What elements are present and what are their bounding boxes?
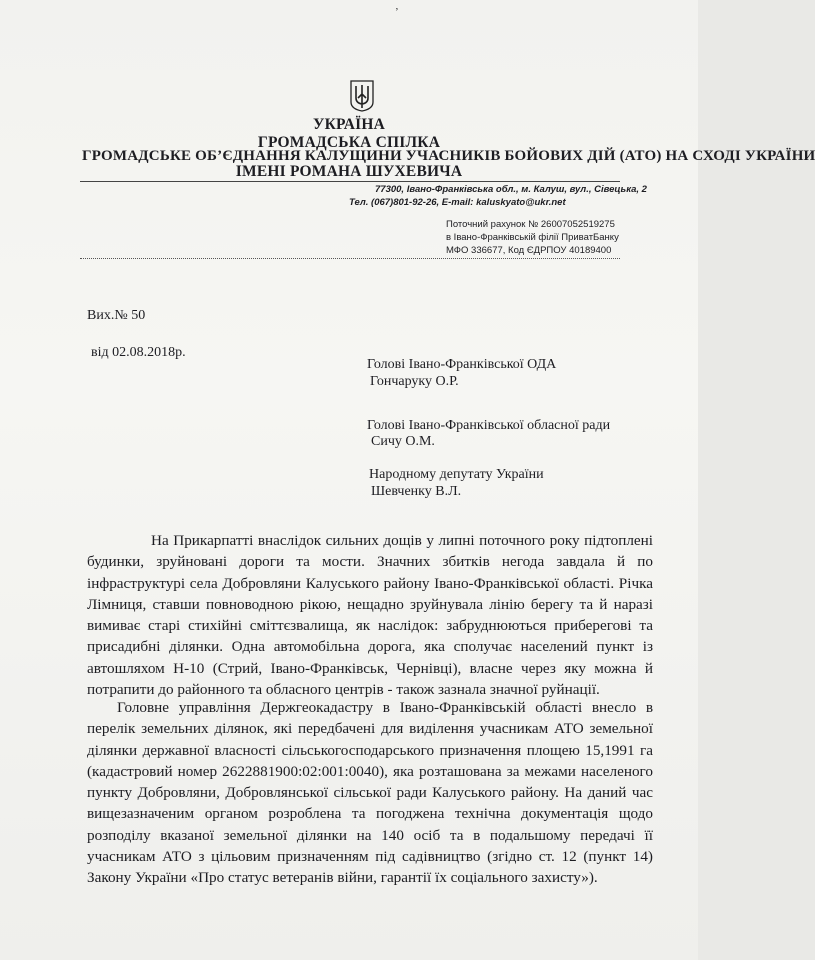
recipient-2-name: Сичу О.М. (371, 434, 435, 449)
recipient-1-name: Гончаруку О.Р. (370, 374, 459, 389)
recipient-3-title: Народному депутату України (369, 467, 544, 482)
header-divider (80, 181, 620, 182)
pen-mark: ʼ (395, 6, 399, 18)
header-country: УКРАЇНА (313, 116, 385, 133)
address-line: 77300, Івано-Франківська обл., м. Калуш, вул., Сівецька, 2 (375, 184, 647, 195)
header-organization: ГРОМАДСЬКЕ ОБ’ЄДНАННЯ КАЛУЩИНИ УЧАСНИКІВ БОЙОВИХ ДІЙ (АТО) НА СХОДІ УКРАЇНИ (82, 148, 815, 164)
bank-divider (80, 258, 620, 259)
bank-account: Поточний рахунок № 26007052519275 (446, 219, 615, 230)
bank-details (446, 219, 676, 258)
contact-line: Тел. (067)801-92-26, E-mail: kaluskyato@ukr.net (349, 197, 566, 208)
recipient-1-title: Голові Івано-Франківської ОДА (367, 357, 557, 372)
trident-icon (349, 80, 375, 112)
outgoing-date: від 02.08.2018р. (91, 345, 186, 360)
bank-codes: МФО 336677, Код ЄДРПОУ 40189400 (446, 245, 612, 256)
bank-branch: в Івано-Франківській філії ПриватБанку (446, 232, 619, 243)
header-union: ГРОМАДСЬКА СПІЛКА (257, 134, 441, 151)
header-named-after: ІМЕНІ РОМАНА ШУХЕВИЧА (235, 163, 463, 180)
recipient-2-title: Голові Івано-Франківської обласної ради (367, 418, 611, 433)
body-paragraph-2 (87, 697, 653, 889)
paragraph-2-text: Головне управління Держгеокадастру в Івано-Франківській області внесло в перелік земельних ділянок, які передбачені для виділення учасникам АТО земельної ділянки державної власності сільськогосподарського призначення площею 15,1991 га (кадастровий номер 2622881900:02:001:0040), яка розташована за межами населеного пункту Добровляни, Добровлянської сільської ради Калуського району. На даний час вищезазначеним органом розроблена та погоджена технічна документація щодо розподілу вказаної земельної ділянки на 140 осіб та в подальшому передачі її учасникам АТО з цільовим призначенням під садівництво (згідно ст. 12 (пункт 14) Закону України «Про статус ветеранів війни, гарантії їх соціального захисту»). (87, 699, 653, 887)
paragraph-1-text: На Прикарпатті внаслідок сильних дощів у липні поточного року підтоплені будинки, зруйновані дороги та мости. Значних збитків негода завдала й по інфраструктурі села Добровляни Калуського району Івано-Франківської області. Річка Лімниця, ставши повноводною рікою, нещадно зруйнувала лінію берегу та й наразі вимиває старі стихійні сміттєзвалища, як наслідок: забруднюються прибереговi та присадибні ділянки. Одна автомобільна дорога, яка сполучає населений пункт із автошляхом Н-10 (Стрий, Івано-Франківськ, Чернівці), власне через яку можна й потрапити до районного та обласного центрів - також зазнала значної руйнації. (87, 532, 653, 699)
outgoing-number: Вих.№ 50 (87, 308, 146, 323)
recipient-3-name: Шевченку В.Л. (371, 484, 462, 499)
body-paragraph-1 (87, 530, 653, 700)
